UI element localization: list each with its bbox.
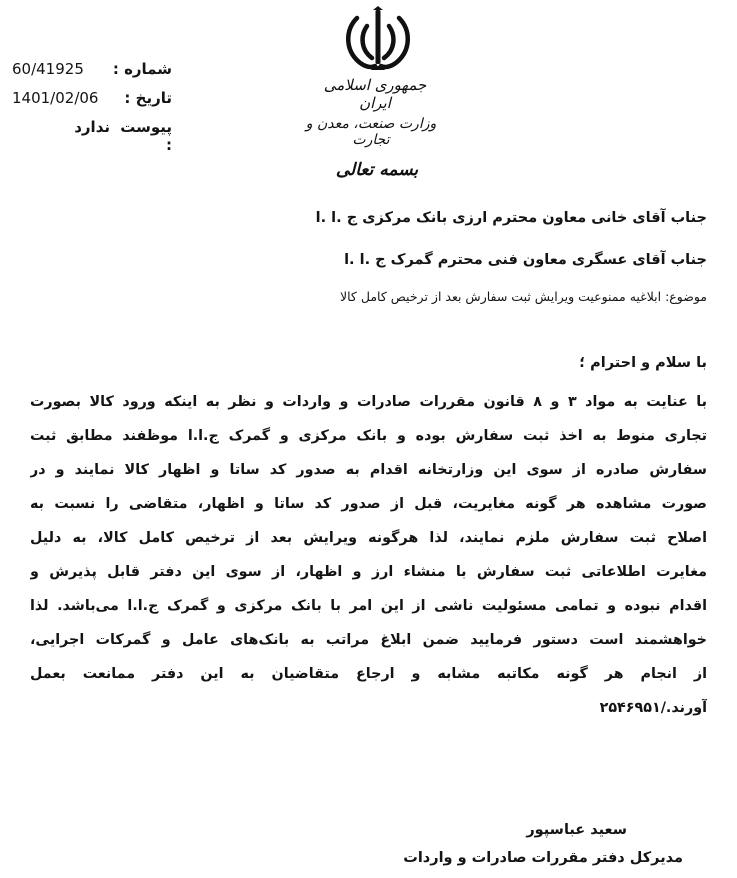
body-line: از انجام هر گونه مکاتبه مشابه و ارجاع متقاضیان به این دفتر ممانعت بعمل (30, 666, 707, 682)
letter-body (30, 385, 707, 725)
letter-date-row (12, 89, 172, 118)
letter-date-label: تاریخ : (124, 89, 172, 107)
letter-number-row (12, 60, 172, 89)
letter-meta (12, 60, 172, 154)
country-name: جمهوری اسلامی ایران (323, 76, 427, 112)
salutation: با سلام و احترام ؛ (579, 355, 707, 371)
letter-subject: موضوع: ابلاغیه ممنوعیت ویرایش ثبت سفارش بعد از ترخیص کامل کالا (339, 289, 707, 304)
addressee-1: جناب آقای خانی معاون محترم ارزی بانک مرکزی ج .ا .ا (315, 210, 707, 226)
basmala: بسمه تعالی (335, 160, 419, 180)
letter-number-label: شماره : (112, 60, 172, 78)
body-line: صورت مشاهده هر گونه مغایریت، قبل از صدور کد ساتا و اظهار، متقاضی را نسبت به (30, 496, 707, 512)
iran-emblem-icon (343, 6, 413, 72)
body-line: اصلاح ثبت سفارش ملزم نمایند، لذا هرگونه ویرایش بعد از ترخیص کامل کالا، به دلیل (30, 530, 707, 546)
signatory-name: سعید عباسپور (526, 822, 627, 838)
body-line: اقدام نبوده و تمامی مسئولیت ناشی از این امر با بانک مرکزی و گمرک ج.ا.ا می‌باشد. لذا (30, 598, 707, 614)
body-line: خواهشمند است دستور فرمایید ضمن ابلاغ مراتب به بانک‌های عامل و گمرکات اجرایی، (30, 632, 707, 648)
body-line: با عنایت به مواد ۳ و ۸ قانون مقررات صادرات و واردات و نظر به اینکه ورود کالا بصورت (30, 394, 707, 410)
body-line: سفارش صادره از سوی این وزارتخانه اقدام به صدور کد ساتا و اظهار کالا نمایند و در (30, 462, 707, 478)
letter-attachment-label: پیوست : (120, 118, 172, 154)
ministry-name: وزارت صنعت، معدن و تجارت (305, 116, 437, 148)
letter-attachment-row (12, 118, 172, 154)
letter-number-value: 60/41925 (12, 60, 84, 78)
letter-date-value: 1401/02/06 (12, 89, 99, 107)
addressee-2: جناب آقای عسگری معاون فنی محترم گمرک ج .ا .ا (344, 252, 707, 268)
letter-attachment-value: ندارد (74, 118, 110, 136)
signatory-title: مدیرکل دفتر مقررات صادرات و واردات (403, 850, 683, 866)
body-line: مغایرت اطلاعاتی ثبت سفارش با منشاء ارز و اظهار، از سوی این دفتر قابل پذیرش و (30, 564, 707, 580)
body-line: آورند./۲۵۴۶۹۵۱ (599, 700, 707, 716)
body-line: تجاری منوط به اخذ ثبت سفارش بوده و بانک مرکزی و گمرک ج.ا.ا موظفند مطابق ثبت (30, 428, 707, 444)
